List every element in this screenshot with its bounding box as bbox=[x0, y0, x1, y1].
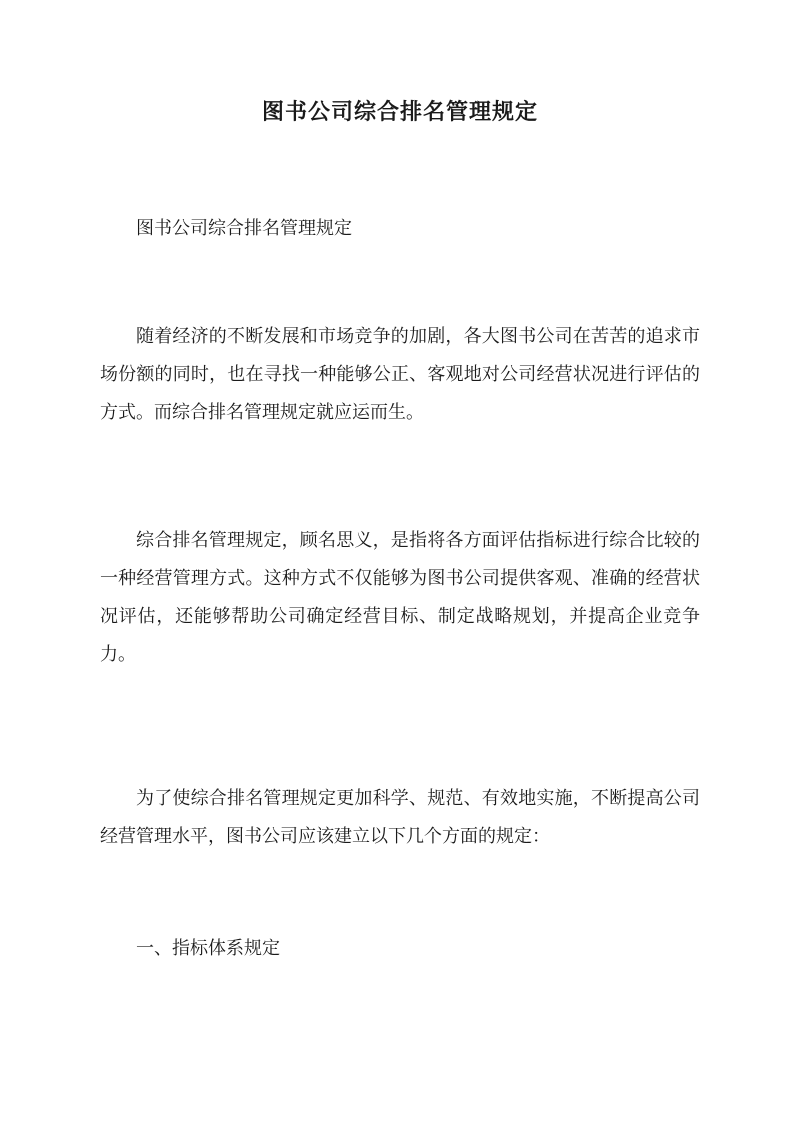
paragraph-1: 随着经济的不断发展和市场竞争的加剧，各大图书公司在苦苦的追求市场份额的同时，也在寻找一种能够公正、客观地对公司经营状况进行评估的方式。而综合排名管理规定就应运而生。 bbox=[100, 326, 700, 423]
document-title: 图书公司综合排名管理规定 bbox=[261, 99, 538, 125]
paragraph-3: 为了使综合排名管理规定更加科学、规范、有效地实施，不断提高公司经营管理水平，图书公司应该建立以下几个方面的规定： bbox=[100, 788, 700, 847]
section-heading: 一、指标体系规定 bbox=[136, 938, 280, 959]
paragraph-2: 综合排名管理规定，顾名思义，是指将各方面评估指标进行综合比较的一种经营管理方式。这种方式不仅能够为图书公司提供客观、准确的经营状况评估，还能够帮助公司确定经营目标、制定战略规划，并提高企业竞争力。 bbox=[100, 530, 700, 665]
document-subtitle: 图书公司综合排名管理规定 bbox=[136, 218, 352, 239]
